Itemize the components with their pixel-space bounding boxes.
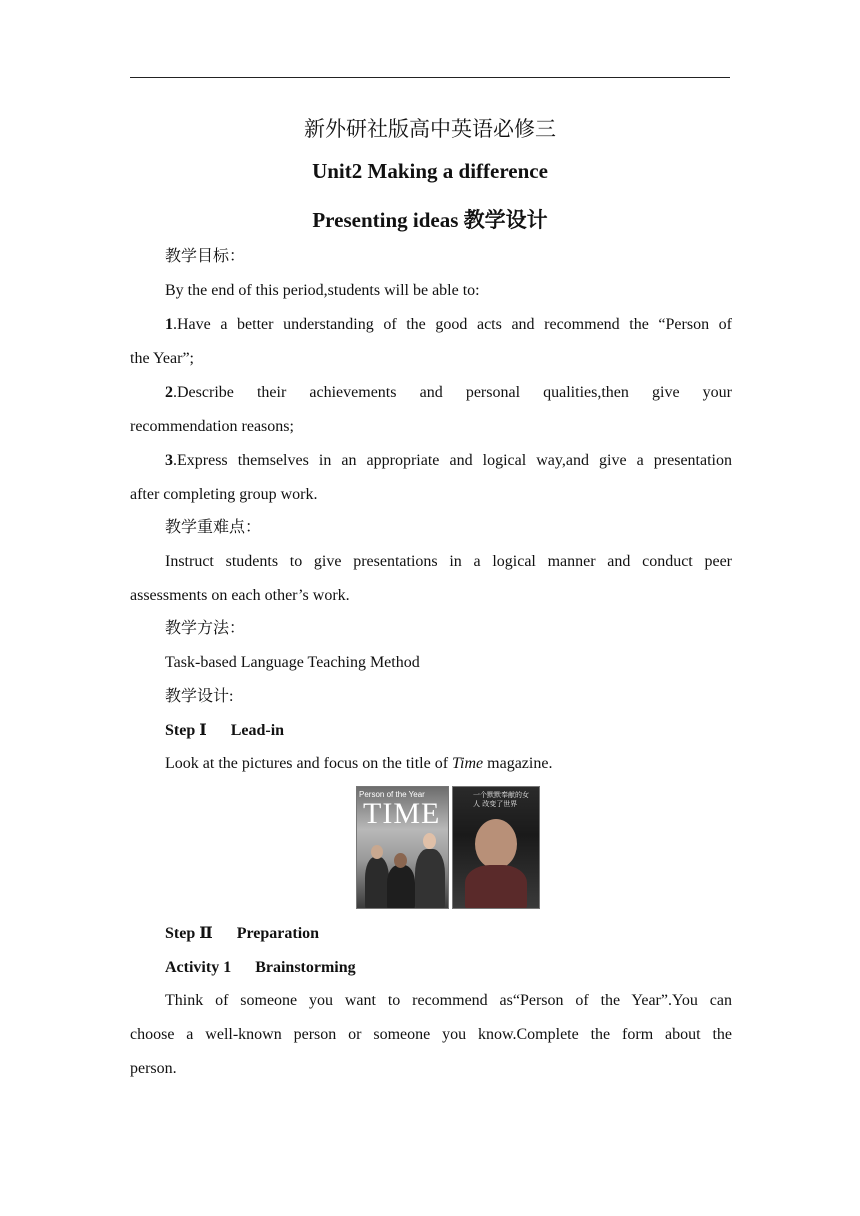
activity-1-heading <box>165 958 732 978</box>
portrait-image <box>452 786 540 909</box>
objectives-heading: 教学目标： <box>165 248 246 265</box>
step-2-heading <box>165 924 732 944</box>
objective-2-text: .Describe their achievements and personal qualities,then give your <box>173 384 732 401</box>
time-italic: Time <box>452 755 484 772</box>
lead-in-text-post: magazine. <box>483 755 553 772</box>
activity-1-label: Activity 1 <box>165 959 232 976</box>
objective-3-text: .Express themselves in an appropriate and logical way,and give a presentation <box>173 452 732 469</box>
objectives-intro: By the end of this period,students will be able to: <box>165 282 480 299</box>
activity-text-line2: choose a well-known person or someone you know.Complete the form about the <box>130 1026 732 1043</box>
step-1-name: Lead-in <box>230 722 285 739</box>
step-1-heading <box>165 721 732 741</box>
portrait-caption: 一个默默奉献的女人 改变了世界 <box>473 791 529 808</box>
activity-text-line1: Think of someone you want to recommend as“Person of the Year”.You can <box>165 992 732 1009</box>
objective-3-number: 3 <box>165 452 173 469</box>
objective-3-line1 <box>165 451 732 471</box>
header-rule <box>130 77 730 78</box>
step-1-label: Step Ⅰ <box>165 722 207 739</box>
lead-in-text-pre: Look at the pictures and focus on the title of <box>165 755 453 772</box>
objective-1-number: 1 <box>165 316 173 333</box>
activity-1-name: Brainstorming <box>255 959 356 976</box>
step-2-name: Preparation <box>236 925 320 942</box>
objective-2-line1 <box>165 383 732 403</box>
objective-1-text: .Have a better understanding of the good acts and recommend the “Person of <box>173 316 732 333</box>
lead-in-instruction <box>165 754 732 774</box>
design-heading: 教学设计: <box>165 688 234 705</box>
objective-1-line1 <box>165 315 732 335</box>
key-points-heading: 教学重难点： <box>165 519 262 536</box>
lead-in-pictures <box>356 786 540 909</box>
cover-title: TIME <box>363 797 441 830</box>
title-lesson-cn: 教学设计 <box>463 208 548 232</box>
step-2-label: Step Ⅱ <box>165 925 213 942</box>
key-points-line2: assessments on each other’s work. <box>130 587 350 604</box>
objective-1-line2: the Year”; <box>130 350 194 367</box>
title-chinese: 新外研社版高中英语必修三 <box>304 117 556 141</box>
objective-2-number: 2 <box>165 384 173 401</box>
time-magazine-cover-image <box>356 786 449 909</box>
objective-2-line2: recommendation reasons; <box>130 418 294 435</box>
title-unit: Unit2 Making a difference <box>312 159 548 183</box>
activity-text-line3: person. <box>130 1060 177 1077</box>
cover-banner: Person of the Year <box>359 790 425 799</box>
title-lesson <box>130 204 730 234</box>
method-heading: 教学方法： <box>165 620 246 637</box>
key-points-line1: Instruct students to give presentations in a logical manner and conduct peer <box>165 553 732 570</box>
title-lesson-en: Presenting ideas <box>312 208 459 232</box>
method-text: Task-based Language Teaching Method <box>165 654 420 671</box>
objective-3-line2: after completing group work. <box>130 486 318 503</box>
